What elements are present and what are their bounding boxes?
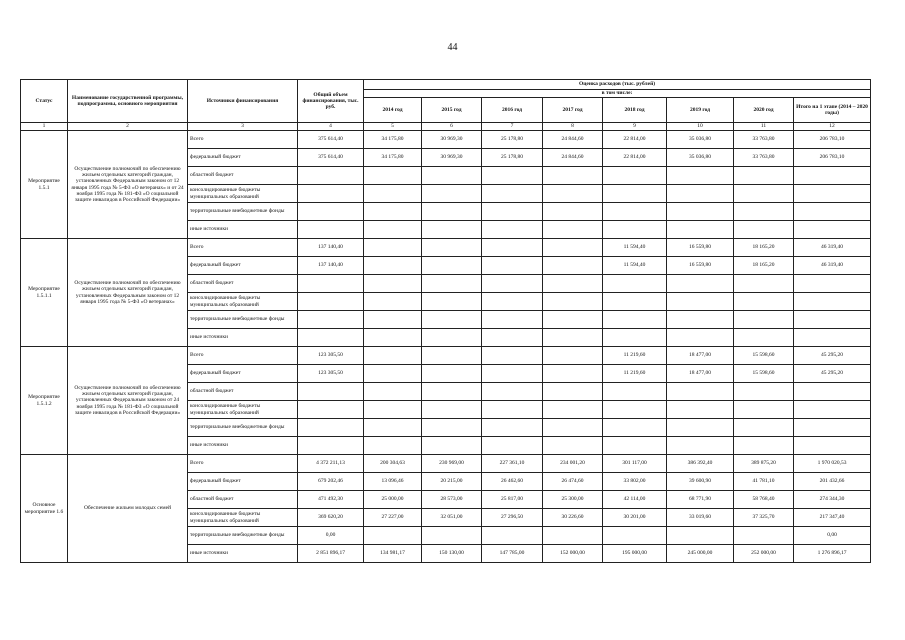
funding-source: иные источники bbox=[188, 329, 298, 347]
year-amount bbox=[482, 437, 543, 455]
stage-total-amount bbox=[794, 221, 871, 239]
total-amount bbox=[298, 401, 364, 419]
stage-total-amount: 217 347,40 bbox=[794, 509, 871, 527]
year-amount: 15 598,60 bbox=[734, 347, 794, 365]
year-amount bbox=[734, 275, 794, 293]
total-amount bbox=[298, 203, 364, 221]
total-amount: 137 140,40 bbox=[298, 257, 364, 275]
stage-total-amount: 46 319,40 bbox=[794, 257, 871, 275]
year-amount: 33 019,60 bbox=[667, 509, 734, 527]
year-amount bbox=[543, 221, 603, 239]
year-amount bbox=[603, 293, 667, 311]
stage-total-amount bbox=[794, 419, 871, 437]
total-amount bbox=[298, 311, 364, 329]
col-number: 6 bbox=[422, 123, 482, 131]
year-amount bbox=[603, 329, 667, 347]
year-amount bbox=[422, 311, 482, 329]
year-amount bbox=[603, 167, 667, 185]
funding-source: консолидированные бюджеты муниципальных образований bbox=[188, 293, 298, 311]
year-amount bbox=[667, 329, 734, 347]
total-amount bbox=[298, 383, 364, 401]
year-amount bbox=[482, 203, 543, 221]
table-row bbox=[21, 131, 871, 149]
year-amount: 37 325,70 bbox=[734, 509, 794, 527]
year-amount bbox=[543, 167, 603, 185]
total-amount: 0,00 bbox=[298, 527, 364, 545]
year-amount: 25 178,80 bbox=[482, 149, 543, 167]
year-amount: 200 304,63 bbox=[364, 455, 422, 473]
year-amount bbox=[543, 437, 603, 455]
year-amount bbox=[603, 419, 667, 437]
year-amount bbox=[422, 365, 482, 383]
year-amount: 195 000,00 bbox=[603, 545, 667, 563]
funding-source: федеральный бюджет bbox=[188, 257, 298, 275]
year-amount bbox=[543, 293, 603, 311]
year-amount: 30 969,30 bbox=[422, 131, 482, 149]
total-amount: 375 614,40 bbox=[298, 131, 364, 149]
year-amount bbox=[422, 383, 482, 401]
year-amount bbox=[482, 185, 543, 203]
year-amount bbox=[422, 239, 482, 257]
year-amount: 30 226,60 bbox=[543, 509, 603, 527]
measure-status: Мероприятие 1.5.1.1 bbox=[21, 239, 68, 347]
stage-total-amount bbox=[794, 329, 871, 347]
year-amount bbox=[603, 311, 667, 329]
year-amount bbox=[482, 221, 543, 239]
funding-source: иные источники bbox=[188, 221, 298, 239]
funding-source: областной бюджет bbox=[188, 167, 298, 185]
col-number: 4 bbox=[298, 123, 364, 131]
measure-name: Осуществление полномочий по обеспечению жильем отдельных категорий граждан, установленных Федеральным законом от 12 января 1995 года № 5-ФЗ «О ветеранах» bbox=[68, 239, 188, 347]
funding-source: Всего bbox=[188, 347, 298, 365]
year-amount bbox=[364, 329, 422, 347]
year-amount bbox=[364, 419, 422, 437]
stage-total-amount: 1 276 896,17 bbox=[794, 545, 871, 563]
stage-total-amount bbox=[794, 401, 871, 419]
year-amount bbox=[667, 185, 734, 203]
year-amount bbox=[482, 347, 543, 365]
year-amount: 147 785,00 bbox=[482, 545, 543, 563]
header-including: в том числе: bbox=[364, 90, 871, 98]
measure-status: Мероприятие 1.5.1.2 bbox=[21, 347, 68, 455]
header-source: Источники финансирования bbox=[188, 80, 298, 123]
year-amount bbox=[667, 437, 734, 455]
funding-source: Всего bbox=[188, 455, 298, 473]
stage-total-amount bbox=[794, 437, 871, 455]
stage-total-amount bbox=[794, 293, 871, 311]
year-amount: 33 763,80 bbox=[734, 131, 794, 149]
year-amount: 227 361,10 bbox=[482, 455, 543, 473]
measure-name: Осуществление полномочий по обеспечению жильем отдельных категорий граждан, установленных Федеральным законом от 24 ноября 1995 года № 181-ФЗ «О социальной защите инвалидов в Российской Федерации» bbox=[68, 347, 188, 455]
year-amount: 25 000,00 bbox=[364, 491, 422, 509]
year-amount bbox=[543, 527, 603, 545]
year-amount: 22 814,00 bbox=[603, 149, 667, 167]
stage-total-amount: 1 970 020,53 bbox=[794, 455, 871, 473]
year-amount bbox=[364, 365, 422, 383]
year-amount: 11 219,60 bbox=[603, 347, 667, 365]
table-body bbox=[21, 131, 871, 563]
col-number: 8 bbox=[543, 123, 603, 131]
col-number: 7 bbox=[482, 123, 543, 131]
funding-source: федеральный бюджет bbox=[188, 473, 298, 491]
year-amount: 30 201,00 bbox=[603, 509, 667, 527]
year-amount: 16 559,80 bbox=[667, 239, 734, 257]
year-amount bbox=[422, 437, 482, 455]
col-number: 1 bbox=[21, 123, 68, 131]
total-amount: 2 851 896,17 bbox=[298, 545, 364, 563]
year-amount bbox=[734, 329, 794, 347]
year-amount: 18 165,20 bbox=[734, 239, 794, 257]
year-amount bbox=[364, 383, 422, 401]
year-amount bbox=[603, 527, 667, 545]
year-amount: 16 559,80 bbox=[667, 257, 734, 275]
year-amount bbox=[482, 293, 543, 311]
year-amount bbox=[482, 527, 543, 545]
funding-source: иные источники bbox=[188, 437, 298, 455]
year-amount bbox=[364, 401, 422, 419]
year-amount bbox=[543, 257, 603, 275]
year-amount: 68 771,90 bbox=[667, 491, 734, 509]
year-amount bbox=[543, 401, 603, 419]
header-status: Статус bbox=[21, 80, 68, 123]
year-amount bbox=[482, 365, 543, 383]
year-amount bbox=[667, 383, 734, 401]
header-year: 2019 год bbox=[667, 98, 734, 123]
year-amount bbox=[482, 329, 543, 347]
year-amount bbox=[603, 203, 667, 221]
year-amount bbox=[734, 419, 794, 437]
year-amount: 230 969,00 bbox=[422, 455, 482, 473]
year-amount: 24 844,60 bbox=[543, 131, 603, 149]
stage-total-amount: 46 319,40 bbox=[794, 239, 871, 257]
year-amount bbox=[734, 221, 794, 239]
funding-source: федеральный бюджет bbox=[188, 365, 298, 383]
year-amount bbox=[603, 437, 667, 455]
measure-status: Мероприятие 1.5.1 bbox=[21, 131, 68, 239]
year-amount: 33 802,00 bbox=[603, 473, 667, 491]
year-amount bbox=[734, 527, 794, 545]
total-amount bbox=[298, 221, 364, 239]
year-amount bbox=[734, 203, 794, 221]
col-number: 11 bbox=[734, 123, 794, 131]
year-amount bbox=[364, 293, 422, 311]
year-amount bbox=[482, 401, 543, 419]
header-year: 2020 год bbox=[734, 98, 794, 123]
year-amount bbox=[734, 167, 794, 185]
year-amount: 134 981,17 bbox=[364, 545, 422, 563]
year-amount bbox=[734, 185, 794, 203]
year-amount bbox=[667, 311, 734, 329]
year-amount: 389 875,20 bbox=[734, 455, 794, 473]
year-amount: 11 594,40 bbox=[603, 239, 667, 257]
stage-total-amount bbox=[794, 203, 871, 221]
funding-source: Всего bbox=[188, 239, 298, 257]
year-amount: 18 477,00 bbox=[667, 365, 734, 383]
year-amount bbox=[364, 221, 422, 239]
year-amount bbox=[422, 293, 482, 311]
year-amount: 26 474,60 bbox=[543, 473, 603, 491]
header-year: 2018 год bbox=[603, 98, 667, 123]
year-amount: 18 165,20 bbox=[734, 257, 794, 275]
header-name: Наименование государственной программы, подпрограммы, основного мероприятия bbox=[68, 80, 188, 123]
year-amount: 15 598,60 bbox=[734, 365, 794, 383]
header-year: 2016 год bbox=[482, 98, 543, 123]
funding-source: территориальные внебюджетные фонды bbox=[188, 419, 298, 437]
funding-source: территориальные внебюджетные фонды bbox=[188, 203, 298, 221]
col-number: 3 bbox=[188, 123, 298, 131]
year-amount: 234 001,20 bbox=[543, 455, 603, 473]
year-amount bbox=[603, 221, 667, 239]
year-amount bbox=[543, 185, 603, 203]
year-amount bbox=[422, 167, 482, 185]
year-amount bbox=[482, 257, 543, 275]
stage-total-amount: 45 295,20 bbox=[794, 347, 871, 365]
year-amount bbox=[364, 437, 422, 455]
page-number: 44 bbox=[447, 42, 458, 53]
total-amount: 679 202,46 bbox=[298, 473, 364, 491]
year-amount: 27 296,50 bbox=[482, 509, 543, 527]
stage-total-amount bbox=[794, 383, 871, 401]
header-year: 2015 год bbox=[422, 98, 482, 123]
measure-name: Обеспечение жильем молодых семей bbox=[68, 455, 188, 563]
year-amount bbox=[734, 311, 794, 329]
year-amount: 30 969,30 bbox=[422, 149, 482, 167]
year-amount bbox=[543, 311, 603, 329]
total-amount bbox=[298, 275, 364, 293]
stage-total-amount: 45 295,20 bbox=[794, 365, 871, 383]
year-amount bbox=[364, 167, 422, 185]
total-amount: 375 614,40 bbox=[298, 149, 364, 167]
total-amount: 123 305,50 bbox=[298, 347, 364, 365]
year-amount: 34 175,80 bbox=[364, 131, 422, 149]
funding-source: территориальные внебюджетные фонды bbox=[188, 527, 298, 545]
col-number: 2 bbox=[68, 123, 188, 131]
year-amount: 34 175,80 bbox=[364, 149, 422, 167]
year-amount bbox=[667, 419, 734, 437]
stage-total-amount bbox=[794, 311, 871, 329]
year-amount bbox=[422, 221, 482, 239]
year-amount bbox=[422, 257, 482, 275]
year-amount bbox=[734, 293, 794, 311]
year-amount bbox=[364, 239, 422, 257]
year-amount bbox=[667, 293, 734, 311]
total-amount bbox=[298, 329, 364, 347]
year-amount bbox=[667, 527, 734, 545]
year-amount bbox=[364, 347, 422, 365]
col-number: 9 bbox=[603, 123, 667, 131]
total-amount bbox=[298, 419, 364, 437]
year-amount: 11 219,60 bbox=[603, 365, 667, 383]
year-amount: 18 477,00 bbox=[667, 347, 734, 365]
col-number: 12 bbox=[794, 123, 871, 131]
year-amount: 25 178,80 bbox=[482, 131, 543, 149]
year-amount bbox=[667, 401, 734, 419]
year-amount bbox=[422, 347, 482, 365]
stage-total-amount bbox=[794, 275, 871, 293]
year-amount: 11 594,40 bbox=[603, 257, 667, 275]
funding-source: иные источники bbox=[188, 545, 298, 563]
year-amount bbox=[482, 311, 543, 329]
stage-total-amount bbox=[794, 185, 871, 203]
year-amount bbox=[482, 275, 543, 293]
year-amount bbox=[364, 185, 422, 203]
year-amount: 35 036,80 bbox=[667, 149, 734, 167]
funding-source: консолидированные бюджеты муниципальных образований bbox=[188, 509, 298, 527]
total-amount: 123 305,50 bbox=[298, 365, 364, 383]
header-total: Общий объем финансирования, тыс. руб. bbox=[298, 80, 364, 123]
year-amount bbox=[667, 221, 734, 239]
header-year: 2014 год bbox=[364, 98, 422, 123]
year-amount bbox=[364, 203, 422, 221]
year-amount bbox=[667, 203, 734, 221]
year-amount: 150 130,00 bbox=[422, 545, 482, 563]
funding-source: областной бюджет bbox=[188, 491, 298, 509]
year-amount bbox=[422, 275, 482, 293]
year-amount: 26 462,60 bbox=[482, 473, 543, 491]
year-amount: 25 300,00 bbox=[543, 491, 603, 509]
year-amount bbox=[422, 329, 482, 347]
year-amount: 28 573,00 bbox=[422, 491, 482, 509]
year-amount: 39 600,90 bbox=[667, 473, 734, 491]
year-amount bbox=[422, 185, 482, 203]
year-amount bbox=[482, 167, 543, 185]
year-amount bbox=[543, 203, 603, 221]
year-amount bbox=[422, 527, 482, 545]
total-amount: 137 140,40 bbox=[298, 239, 364, 257]
stage-total-amount bbox=[794, 167, 871, 185]
year-amount bbox=[482, 419, 543, 437]
year-amount bbox=[422, 419, 482, 437]
financing-table bbox=[20, 79, 871, 563]
total-amount: 4 372 211,13 bbox=[298, 455, 364, 473]
total-amount bbox=[298, 185, 364, 203]
year-amount: 42 114,00 bbox=[603, 491, 667, 509]
year-amount bbox=[543, 239, 603, 257]
measure-status: Основное мероприятие 1.6 bbox=[21, 455, 68, 563]
stage-total-amount: 206 783,10 bbox=[794, 149, 871, 167]
year-amount bbox=[603, 401, 667, 419]
year-amount: 35 036,80 bbox=[667, 131, 734, 149]
year-amount bbox=[482, 383, 543, 401]
stage-total-amount: 201 432,66 bbox=[794, 473, 871, 491]
year-amount: 58 768,40 bbox=[734, 491, 794, 509]
year-amount: 27 227,00 bbox=[364, 509, 422, 527]
year-amount bbox=[667, 275, 734, 293]
year-amount bbox=[734, 401, 794, 419]
table-row bbox=[21, 455, 871, 473]
year-amount bbox=[482, 239, 543, 257]
total-amount: 471 492,30 bbox=[298, 491, 364, 509]
year-amount: 22 814,00 bbox=[603, 131, 667, 149]
year-amount bbox=[667, 167, 734, 185]
year-amount bbox=[543, 347, 603, 365]
year-amount: 33 763,80 bbox=[734, 149, 794, 167]
total-amount bbox=[298, 167, 364, 185]
year-amount: 301 117,00 bbox=[603, 455, 667, 473]
year-amount bbox=[364, 311, 422, 329]
year-amount bbox=[422, 401, 482, 419]
year-amount: 386 392,40 bbox=[667, 455, 734, 473]
stage-total-amount: 0,00 bbox=[794, 527, 871, 545]
year-amount bbox=[734, 383, 794, 401]
year-amount bbox=[364, 257, 422, 275]
year-amount bbox=[603, 275, 667, 293]
table-row bbox=[21, 347, 871, 365]
stage-total-amount: 206 783,10 bbox=[794, 131, 871, 149]
funding-source: областной бюджет bbox=[188, 275, 298, 293]
year-amount bbox=[543, 383, 603, 401]
total-amount: 369 620,20 bbox=[298, 509, 364, 527]
funding-source: Всего bbox=[188, 131, 298, 149]
year-amount: 13 096,46 bbox=[364, 473, 422, 491]
year-amount bbox=[734, 437, 794, 455]
year-amount: 24 844,60 bbox=[543, 149, 603, 167]
year-amount bbox=[543, 365, 603, 383]
year-amount bbox=[603, 185, 667, 203]
year-amount: 41 781,10 bbox=[734, 473, 794, 491]
stage-total-amount: 274 344,30 bbox=[794, 491, 871, 509]
header-year: 2017 год bbox=[543, 98, 603, 123]
funding-source: консолидированные бюджеты муниципальных образований bbox=[188, 401, 298, 419]
measure-name: Осуществление полномочий по обеспечению жильем отдельных категорий граждан, установленных Федеральным законом от 12 января 1995 года № 5-ФЗ «О ветеранах» и от 24 ноября 1995 года № 181-ФЗ «О социальной защите инвалидов в Российской Федерации» bbox=[68, 131, 188, 239]
year-amount bbox=[543, 329, 603, 347]
funding-source: областной бюджет bbox=[188, 383, 298, 401]
year-amount: 252 000,00 bbox=[734, 545, 794, 563]
year-amount bbox=[364, 527, 422, 545]
total-amount bbox=[298, 437, 364, 455]
year-amount: 245 000,00 bbox=[667, 545, 734, 563]
year-amount: 20 215,00 bbox=[422, 473, 482, 491]
year-amount bbox=[603, 383, 667, 401]
year-amount: 152 000,00 bbox=[543, 545, 603, 563]
year-amount: 25 817,00 bbox=[482, 491, 543, 509]
header-year-total: Итого на 1 этапе (2014 – 2020 годы) bbox=[794, 98, 871, 123]
year-amount bbox=[543, 275, 603, 293]
funding-source: федеральный бюджет bbox=[188, 149, 298, 167]
year-amount bbox=[422, 203, 482, 221]
year-amount: 32 051,00 bbox=[422, 509, 482, 527]
col-number: 10 bbox=[667, 123, 734, 131]
year-amount bbox=[543, 419, 603, 437]
table-row bbox=[21, 239, 871, 257]
funding-source: консолидированные бюджеты муниципальных образований bbox=[188, 185, 298, 203]
header-estimate: Оценка расходов (тыс. рублей) bbox=[364, 80, 871, 90]
year-amount bbox=[364, 275, 422, 293]
funding-source: территориальные внебюджетные фонды bbox=[188, 311, 298, 329]
col-number: 5 bbox=[364, 123, 422, 131]
total-amount bbox=[298, 293, 364, 311]
